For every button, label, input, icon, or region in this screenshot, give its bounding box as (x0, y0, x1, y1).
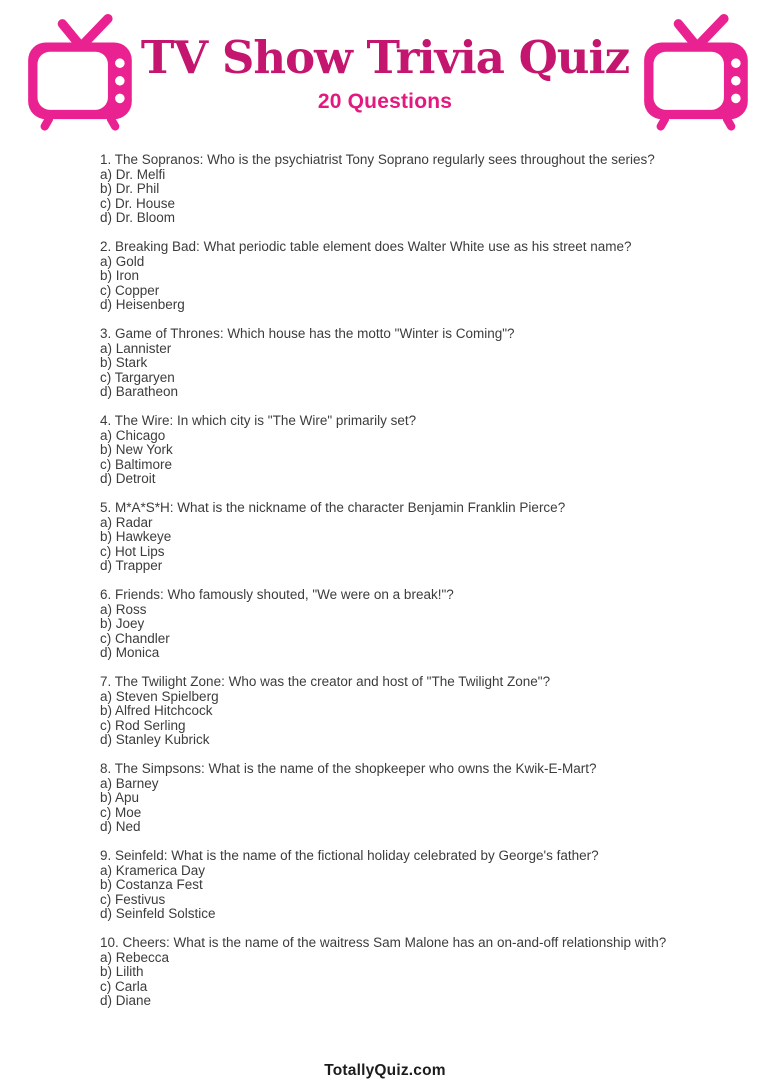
question-block (100, 588, 710, 661)
answer-option: b) Stark (100, 355, 148, 370)
question-text: 1. The Sopranos: Who is the psychiatrist Tony Soprano regularly sees throughout the series? (100, 152, 655, 167)
answer-option: c) Hot Lips (100, 543, 165, 559)
answer-option: d) Stanley Kubrick (100, 732, 210, 747)
page-subtitle: 20 Questions (317, 90, 453, 114)
answer-option: a) Rebecca (100, 949, 170, 965)
answer-option: d) Ned (100, 819, 141, 834)
question-text: 2. Breaking Bad: What periodic table element does Walter White use as his street name? (100, 239, 632, 254)
page-title: TV Show Trivia Quiz (140, 31, 630, 84)
answer-option: c) Baltimore (100, 456, 173, 472)
answer-option: b) New York (100, 442, 173, 457)
question-text: 3. Game of Thrones: Which house has the motto "Winter is Coming"? (100, 326, 515, 341)
answer-option: a) Ross (100, 601, 147, 617)
answer-option: d) Seinfeld Solstice (100, 906, 216, 921)
answer-option: c) Festivus (100, 891, 166, 907)
answer-option: a) Lannister (100, 340, 172, 356)
question-text: 10. Cheers: What is the name of the waitress Sam Malone has an on-and-off relationship with? (100, 935, 667, 950)
question-text: 7. The Twilight Zone: Who was the creator and host of "The Twilight Zone"? (100, 674, 551, 689)
answer-option: c) Chandler (100, 630, 170, 646)
answer-option: c) Carla (100, 978, 148, 994)
answer-option: d) Baratheon (100, 384, 179, 399)
answer-option: d) Diane (100, 993, 152, 1008)
answer-option: b) Lilith (100, 964, 144, 979)
question-block (100, 327, 710, 400)
question-block (100, 240, 710, 313)
answer-option: d) Heisenberg (100, 297, 185, 312)
answer-option: b) Joey (100, 616, 145, 631)
question-block (100, 414, 710, 487)
answer-option: d) Dr. Bloom (100, 210, 176, 225)
answer-option: c) Copper (100, 282, 160, 298)
answer-option: b) Dr. Phil (100, 181, 160, 196)
question-text: 5. M*A*S*H: What is the nickname of the character Benjamin Franklin Pierce? (100, 500, 566, 515)
tv-icon (640, 12, 754, 132)
site-name: TotallyQuiz.com (324, 1062, 446, 1079)
answer-option: c) Targaryen (100, 369, 175, 385)
answer-option: a) Radar (100, 514, 153, 530)
question-block (100, 936, 710, 1009)
answer-option: c) Rod Serling (100, 717, 186, 733)
question-block (100, 762, 710, 835)
answer-option: a) Gold (100, 253, 145, 269)
tv-icon (24, 12, 138, 132)
answer-option: c) Moe (100, 804, 142, 820)
answer-option: d) Trapper (100, 558, 163, 573)
question-block (100, 501, 710, 574)
question-block (100, 849, 710, 922)
question-block (100, 675, 710, 748)
question-text: 9. Seinfeld: What is the name of the fictional holiday celebrated by George's father? (100, 848, 599, 863)
answer-option: a) Kramerica Day (100, 862, 206, 878)
answer-option: c) Dr. House (100, 195, 176, 211)
question-text: 4. The Wire: In which city is "The Wire" primarily set? (100, 413, 417, 428)
answer-option: b) Costanza Fest (100, 877, 203, 892)
answer-option: b) Hawkeye (100, 529, 172, 544)
question-text: 6. Friends: Who famously shouted, "We were on a break!"? (100, 587, 454, 602)
answer-option: d) Detroit (100, 471, 156, 486)
question-block (100, 153, 710, 226)
answer-option: a) Dr. Melfi (100, 166, 166, 182)
answer-option: b) Iron (100, 268, 140, 283)
answer-option: a) Barney (100, 775, 159, 791)
answer-option: a) Chicago (100, 427, 166, 443)
page-footer (0, 1062, 770, 1080)
answer-option: a) Steven Spielberg (100, 688, 219, 704)
question-text: 8. The Simpsons: What is the name of the shopkeeper who owns the Kwik-E-Mart? (100, 761, 597, 776)
answer-option: b) Alfred Hitchcock (100, 703, 213, 718)
answer-option: b) Apu (100, 790, 140, 805)
question-list (100, 153, 710, 1023)
answer-option: d) Monica (100, 645, 160, 660)
